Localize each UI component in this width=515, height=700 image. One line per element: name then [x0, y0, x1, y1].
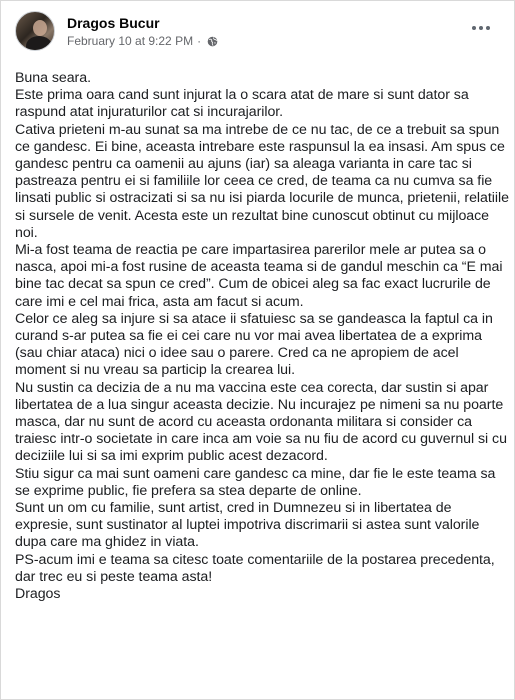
post-paragraph: Sunt un om cu familie, sunt artist, cred in Dumnezeu si in libertatea de expresie, sunt sustinator al luptei impotriva discrimarii si astea sunt valorile dupa care ma ghidez in viata.: [15, 500, 480, 551]
post-paragraph: Celor ce aleg sa injure si sa atace ii sfatuiesc sa se gandeasca la faptul ca in curand s-ar putea sa fie ei cei care nu vor mai avea libertatea de a exprima (sau chiar ataca) nici o idee sau o parere. Cred ca ne apropiem de acel moment si nu vreau sa particip la crearea lui.: [15, 310, 493, 379]
more-options-button[interactable]: [467, 17, 495, 39]
avatar-face: [33, 20, 47, 36]
post-paragraph: Este prima oara cand sunt injurat la o scara atat de mare si sunt dator sa raspund atat injuraturilor cat si incurajarilor.: [15, 87, 469, 121]
post-paragraph: Cativa prieteni m-au sunat sa ma intrebe de ce nu tac, de ce a trebuit sa spun ce gandesc. Ei bine, aceasta intrebare este raspunsul la ea insasi. Am spus ce gandesc pentru ca oamenii au ajuns (iar) sa aleaga varianta in care tac si pastreaza pentru ei si familiile lor ceea ce cred, de teama ca nu cumva sa fie linsati public si ostracizati si sa nu isi piarda locurile de munca, prietenii, relatiile si sursele de venit. Acesta este un rezultat bine cunoscut obtinut cu mijloace noi.: [15, 121, 509, 241]
avatar-body: [26, 36, 52, 51]
author-name[interactable]: Dragos Bucur: [67, 15, 160, 31]
post-timestamp[interactable]: February 10 at 9:22 PM: [67, 34, 194, 48]
post-paragraph: PS-acum imi e teama sa citesc toate comentariile de la postarea precedenta, dar trec eu si peste teama asta!: [15, 551, 495, 585]
meta-separator: ·: [197, 34, 202, 48]
post-paragraph: Stiu sigur ca mai sunt oameni care gandesc ca mine, dar fie le este teama sa se exprime public, fie prefera sa stea departe de online.: [15, 465, 496, 499]
more-dot: [479, 26, 483, 30]
post-signature: Dragos: [15, 586, 61, 603]
globe-icon[interactable]: [207, 36, 218, 47]
post-body: [15, 70, 509, 603]
more-horizontal-icon: [472, 26, 476, 30]
avatar[interactable]: [15, 11, 55, 51]
post-paragraph: Buna seara.: [15, 70, 91, 86]
more-dot: [486, 26, 490, 30]
post-paragraph: Nu sustin ca decizia de a nu ma vaccina este cea corecta, dar sustin si apar libertatea de a lua singur aceasta decizie. Nu incurajez pe nimeni sa nu poarte masca, dar nu sunt de acord cu aceasta ordonanta militara si consider ca traiesc intr-o societate in care inca am voie sa nu fiu de acord cu guvernul si cu deciziile lui si sa imi exprim public acest dezacord.: [15, 379, 507, 465]
post-meta: [67, 34, 218, 48]
post-header: [15, 11, 505, 57]
post-paragraph: Mi-a fost teama de reactia pe care impartasirea parerilor mele ar putea sa o nasca, apoi mi-a fost rusine de aceasta teama si de gandul meschin ca “E mai bine tac decat sa spun ce cred”. Cum de obicei aleg sa fac exact lucrurile de care imi e cel mai frica, asta am facut si acum.: [15, 242, 503, 310]
